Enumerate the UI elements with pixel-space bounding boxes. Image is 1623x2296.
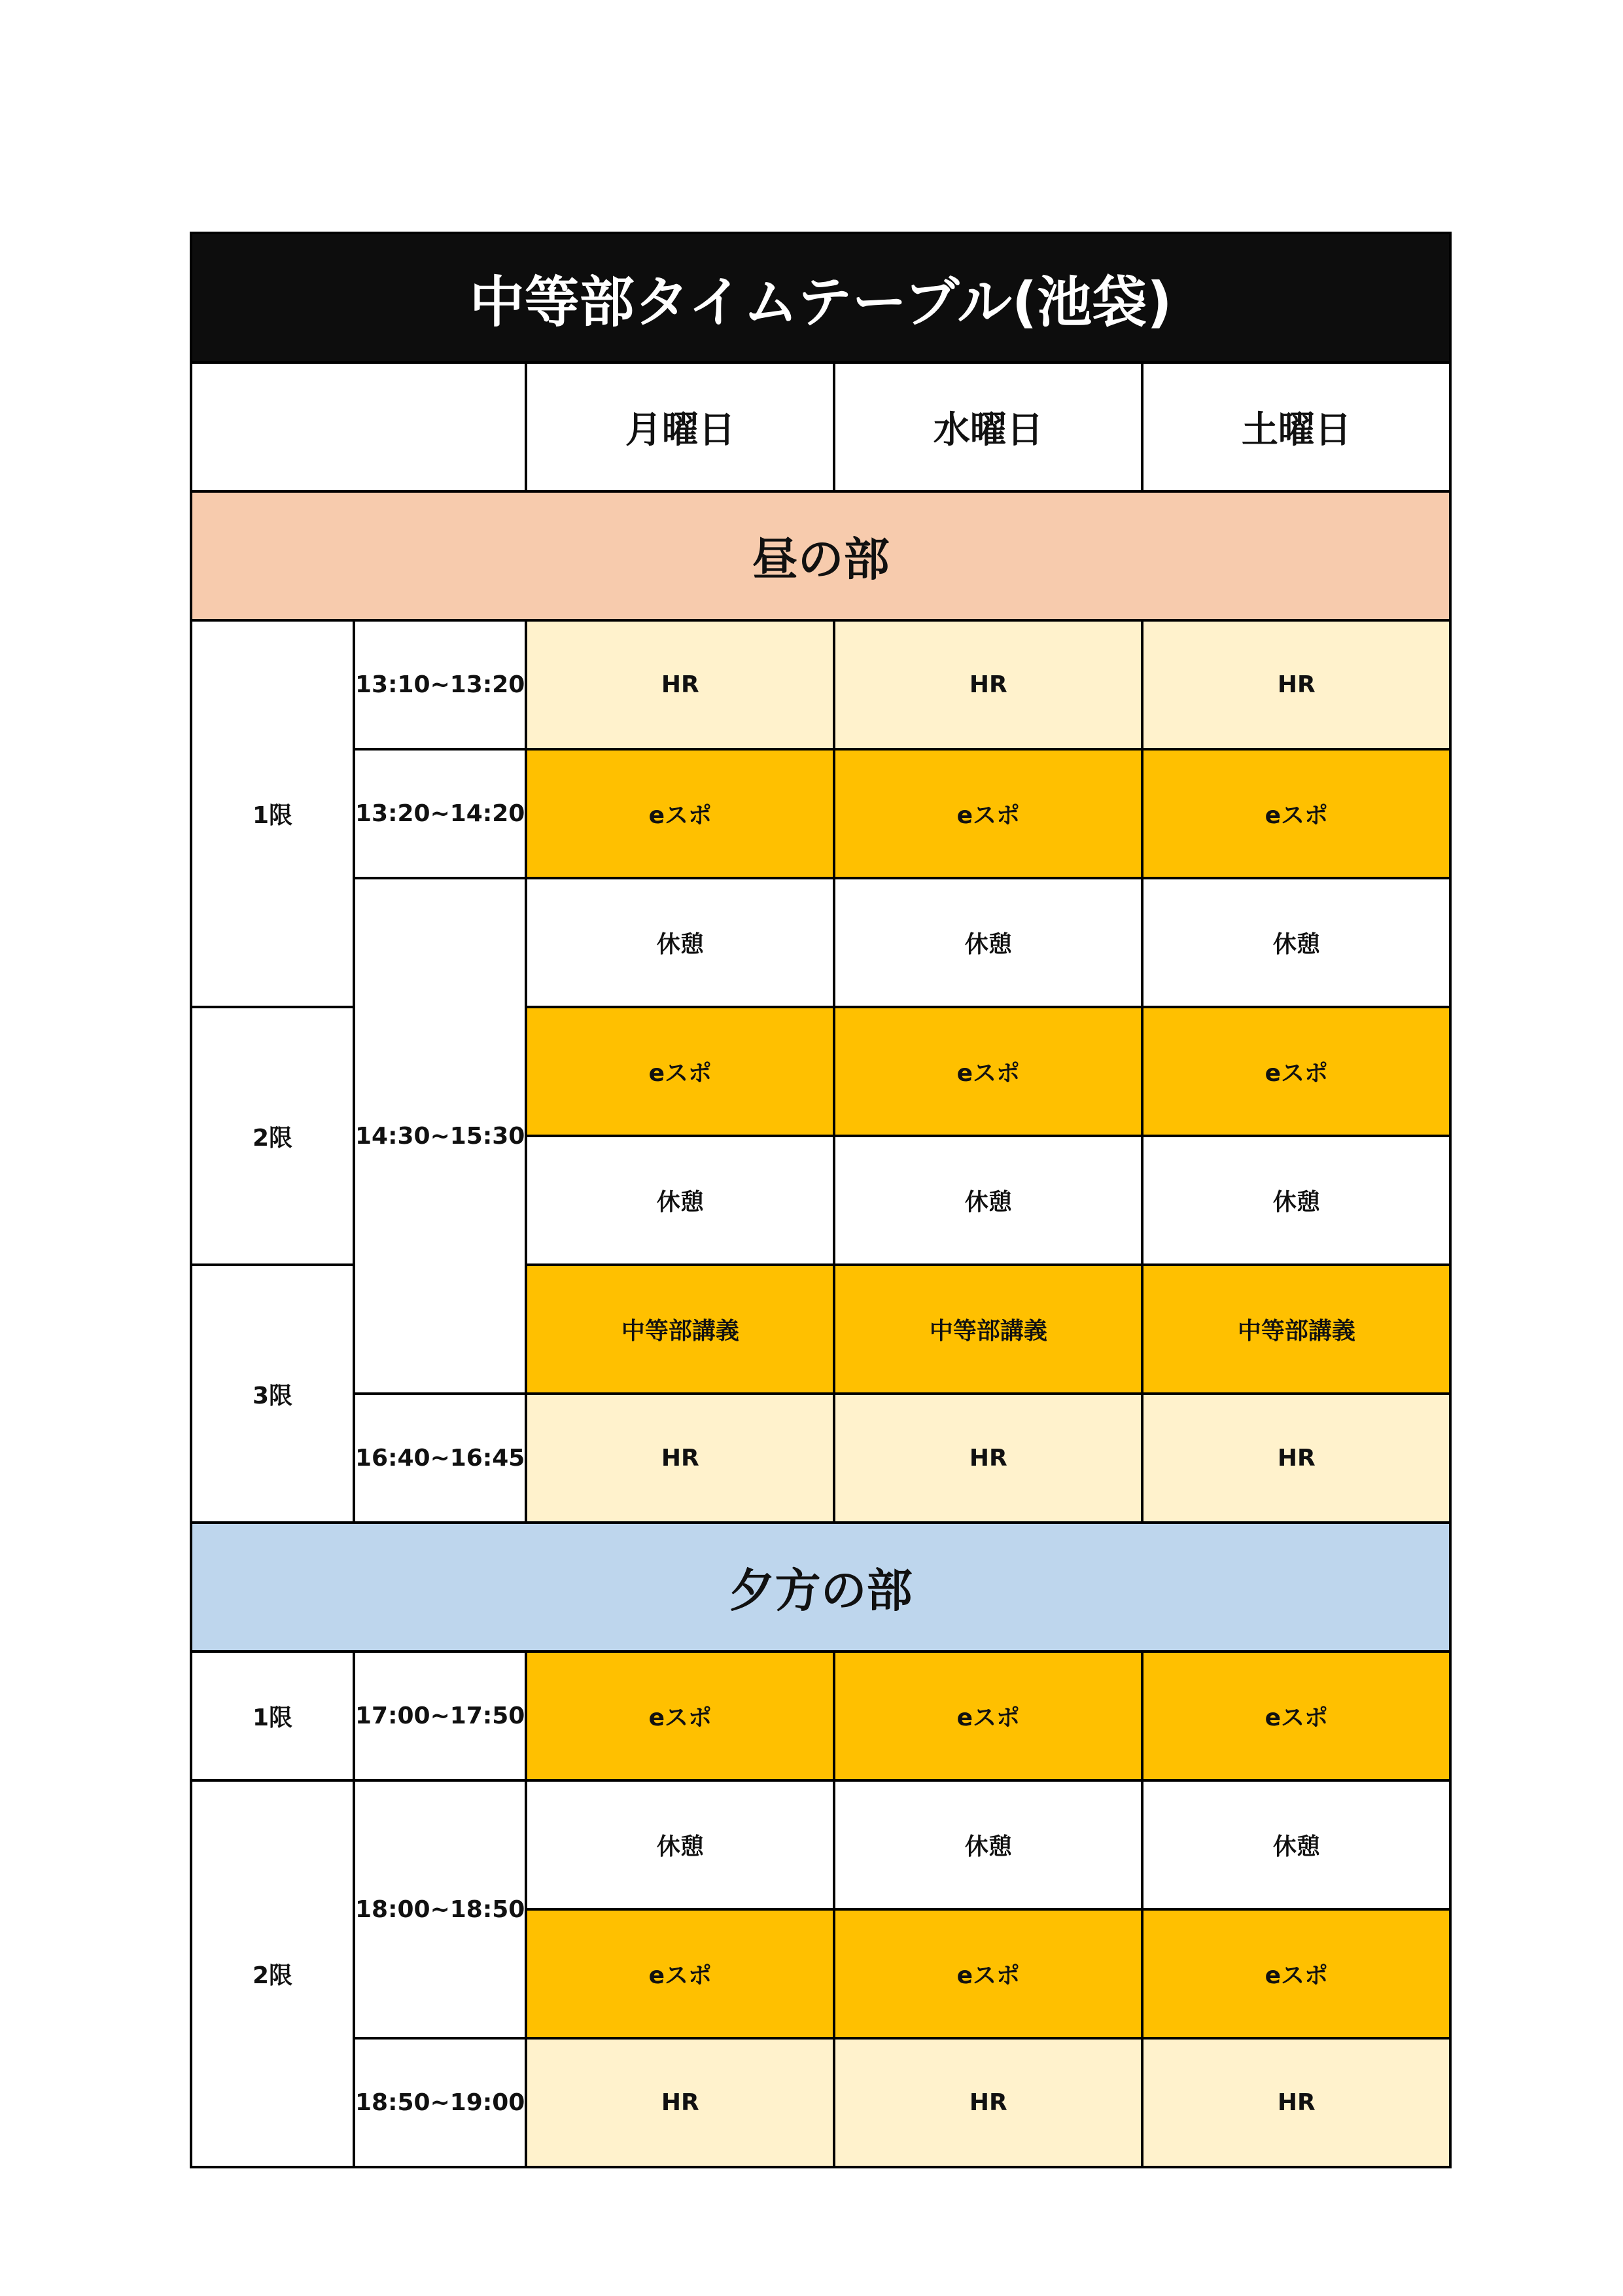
schedule-cell: eスポ xyxy=(1142,1909,1450,2038)
table-row xyxy=(191,749,1450,878)
section-header-evening: 夕方の部 xyxy=(191,1523,1450,1651)
time-cell: 13:20~14:20 xyxy=(354,749,526,878)
schedule-cell: HR xyxy=(1142,1394,1450,1523)
schedule-cell: eスポ xyxy=(1142,749,1450,878)
period-label: 3限 xyxy=(191,1265,354,1523)
schedule-cell: eスポ xyxy=(1142,1651,1450,1780)
schedule-cell: HR xyxy=(834,620,1142,749)
period-label: 2限 xyxy=(191,1780,354,2167)
time-cell: 13:10~13:20 xyxy=(354,620,526,749)
schedule-cell: 休憩 xyxy=(834,1136,1142,1265)
schedule-cell: 休憩 xyxy=(1142,1136,1450,1265)
period-label: 1限 xyxy=(191,620,354,1007)
time-cell: 18:50~19:00 xyxy=(354,2038,526,2167)
time-cell: 18:00~18:50 xyxy=(354,1780,526,2038)
day-header-mon: 月曜日 xyxy=(526,362,834,491)
period-label: 2限 xyxy=(191,1007,354,1265)
schedule-cell: HR xyxy=(526,620,834,749)
schedule-cell: HR xyxy=(526,1394,834,1523)
schedule-cell: HR xyxy=(834,2038,1142,2167)
schedule-cell: eスポ xyxy=(1142,1007,1450,1136)
schedule-cell: 中等部講義 xyxy=(834,1265,1142,1394)
schedule-cell: 休憩 xyxy=(526,1136,834,1265)
section-header-noon: 昼の部 xyxy=(191,491,1450,620)
timetable xyxy=(190,232,1452,2168)
time-cell: 14:30~15:30 xyxy=(354,878,526,1394)
schedule-cell: HR xyxy=(1142,2038,1450,2167)
schedule-cell: 休憩 xyxy=(1142,878,1450,1007)
table-row xyxy=(191,878,1450,1007)
schedule-cell: 中等部講義 xyxy=(1142,1265,1450,1394)
table-row xyxy=(191,1780,1450,1909)
schedule-cell: eスポ xyxy=(526,1007,834,1136)
schedule-cell: HR xyxy=(1142,620,1450,749)
schedule-cell: HR xyxy=(526,2038,834,2167)
day-header-wed: 水曜日 xyxy=(834,362,1142,491)
time-cell: 17:00~17:50 xyxy=(354,1651,526,1780)
schedule-cell: 休憩 xyxy=(1142,1780,1450,1909)
schedule-cell: eスポ xyxy=(526,1909,834,2038)
time-cell: 16:40~16:45 xyxy=(354,1394,526,1523)
day-header-row xyxy=(191,362,1450,491)
table-row xyxy=(191,620,1450,749)
period-label: 1限 xyxy=(191,1651,354,1780)
schedule-cell: HR xyxy=(834,1394,1142,1523)
schedule-cell: eスポ xyxy=(834,749,1142,878)
schedule-cell: eスポ xyxy=(834,1651,1142,1780)
schedule-cell: 休憩 xyxy=(834,1780,1142,1909)
schedule-cell: eスポ xyxy=(526,1651,834,1780)
table-row xyxy=(191,1394,1450,1523)
schedule-cell: 休憩 xyxy=(526,1780,834,1909)
day-header-sat: 土曜日 xyxy=(1142,362,1450,491)
schedule-cell: eスポ xyxy=(834,1007,1142,1136)
page-title: 中等部タイムテーブル(池袋) xyxy=(191,233,1450,362)
schedule-cell: 中等部講義 xyxy=(526,1265,834,1394)
header-blank-cell xyxy=(191,362,526,491)
schedule-cell: eスポ xyxy=(526,749,834,878)
schedule-cell: eスポ xyxy=(834,1909,1142,2038)
table-row xyxy=(191,1651,1450,1780)
schedule-cell: 休憩 xyxy=(526,878,834,1007)
schedule-cell: 休憩 xyxy=(834,878,1142,1007)
table-row xyxy=(191,2038,1450,2167)
